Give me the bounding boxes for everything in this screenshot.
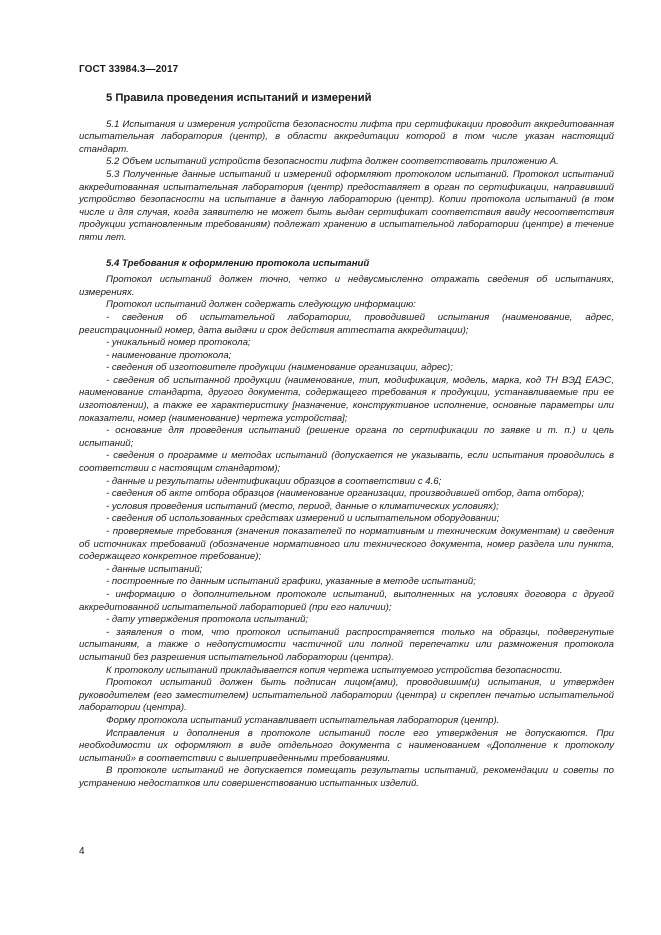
list-item: - данные испытаний; (106, 563, 203, 575)
document-id-header: ГОСТ 33984.3—2017 (79, 64, 179, 75)
section-paragraph: 5.3 Полученные данные испытаний и измерений оформляют протоколом испытаний. Протокол испытаний аккредитованная испытательная лаборатория (центр) предоставляет в орган по сертификации, направивший устройство безопасности на испытание в данную лабораторию (центр). Копии протокола испытаний (в том числе и для случая, когда заявителю не может быть выдан сертификат соответствия ввиду несоответствия продукции установленным требованиям) подлежат хранению в испытательной лаборатории (центре) в течение пяти лет. (79, 168, 614, 243)
list-item: - информацию о дополнительном протоколе испытаний, выполненных на условиях договора с другой аккредитованной испытательной лабораторией (при его наличии); (79, 588, 614, 613)
subsection-paragraph: Форму протокола испытаний устанавливает испытательная лаборатория (центр). (106, 714, 500, 726)
list-item: - проверяемые требования (значения показателей по нормативным и техническим документам) и сведения об источниках требований (обозначение нормативного или технического документа, номер раздела или пункта, содержащего конкретное требование); (79, 526, 614, 563)
subsection-paragraph: Исправления и дополнения в протоколе испытаний после его утверждения не допускаются. При необходимости их оформляют в виде отдельного документа с наименованием «Дополнение к протоколу испытаний» в соответствии с вышеприведенными требованиями. (79, 727, 614, 764)
list-item: - уникальный номер протокола; (106, 337, 251, 349)
list-item: - наименование протокола; (106, 349, 232, 361)
list-item: - построенные по данным испытаний графики, указанные в методе испытаний; (106, 576, 476, 588)
list-item: - сведения об использованных средствах измерений и испытательном оборудовании; (106, 513, 500, 525)
subsection-paragraph: Протокол испытаний должен точно, четко и недвусмысленно отражать сведения об испытаниях, измерениях. (79, 274, 614, 298)
page-content (79, 92, 614, 790)
list-item: - сведения об испытанной продукции (наименование, тип, модификация, модель, марка, код ТН ВЭД ЕАЭС, наименование стандарта, другого документа, содержащего требования к продукции, устанавливаемые при ее изготовлении), а также ее характеристику [назначение, конструктивное исполнение, основные параметры или показатели, номер (наименование) чертежа устройства]; (79, 374, 614, 424)
list-item: - сведения об испытательной лаборатории, проводившей испытания (наименование, адрес, регистрационный номер, дата выдачи и срок действия аттестата аккредитации); (79, 311, 614, 336)
list-item: - сведения о программе и методах испытаний (допускается не указывать, если испытания проводились в соответствии с настоящим стандартом); (79, 450, 614, 475)
subsection-title: 5.4 Требования к оформлению протокола испытаний (106, 257, 370, 269)
subsection-paragraph: Протокол испытаний должен быть подписан лицом(ами), проводившим(и) испытания, и утвержден руководителем (его заместителем) испытательной лаборатории (центра) и скреплен печатью испытательной лаборатории (центра). (79, 677, 614, 714)
subsection-paragraph: К протоколу испытаний прикладывается копия чертежа испытуемого устройства безопасности. (106, 664, 563, 676)
list-item: - сведения об изготовителе продукции (наименование организации, адрес); (106, 362, 453, 374)
subsection-paragraph: Протокол испытаний должен содержать следующую информацию: (106, 299, 416, 311)
list-item: - сведения об акте отбора образцов (наименование организации, производившей отбор, дата отбора); (106, 488, 585, 500)
list-item: - дату утверждения протокола испытаний; (106, 614, 309, 626)
section-paragraph: 5.1 Испытания и измерения устройств безопасности лифта при сертификации проводит аккредитованная испытательная лаборатория (центр), в области аккредитации которой в том числе указан настоящий стандарт. (79, 118, 614, 155)
list-item: - основание для проведения испытаний (решение органа по сертификации по заявке и т. п.) и цель испытаний; (79, 425, 614, 449)
list-item: - условия проведения испытаний (место, период, данные о климатических условиях); (106, 500, 499, 512)
list-item: - заявления о том, что протокол испытаний распространяется только на образцы, подвергнутые испытаниям, а также о недопустимости частичной или полной перепечатки или размножения протокола испытаний без разрешения испытательной лаборатории (центра). (79, 626, 614, 663)
list-item: - данные и результаты идентификации образцов в соответствии с 4.6; (106, 475, 442, 487)
section-title: 5 Правила проведения испытаний и измерений (106, 92, 372, 104)
section-paragraph: 5.2 Объем испытаний устройств безопасности лифта должен соответствовать приложению А. (106, 156, 559, 168)
subsection-paragraph: В протоколе испытаний не допускается помещать результаты испытаний, рекомендации и советы по устранению недостатков или совершенствованию испытанных изделий. (79, 765, 614, 789)
page-number: 4 (79, 846, 85, 857)
